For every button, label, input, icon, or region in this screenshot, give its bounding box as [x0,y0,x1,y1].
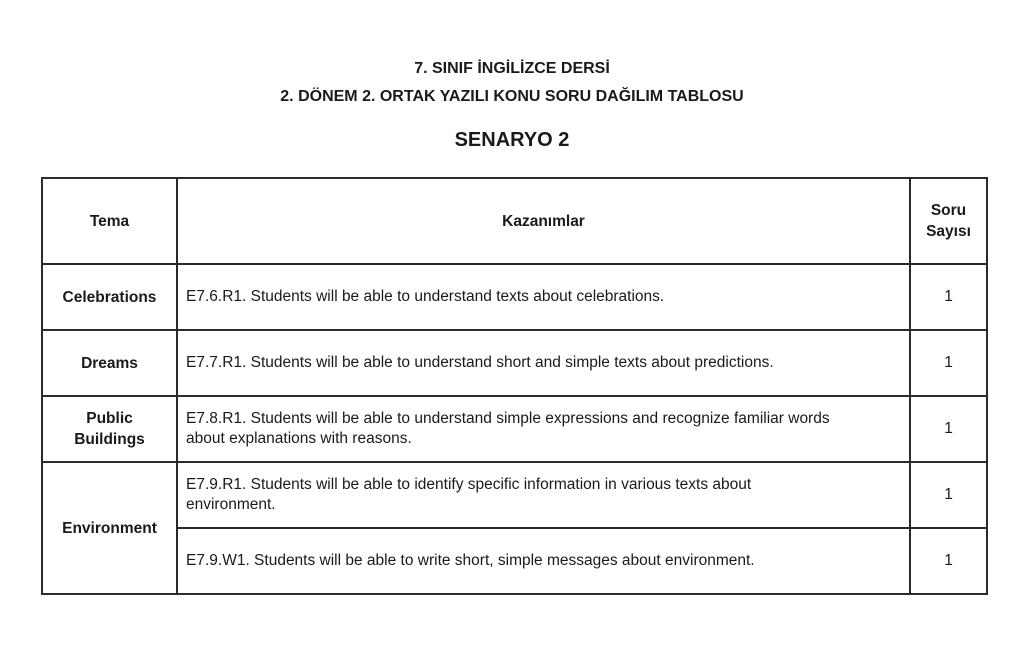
header-soru-line2: Sayısı [926,223,971,240]
tema-line2: Buildings [74,431,145,448]
tema-cell: Dreams [42,330,177,396]
kazanim-line2: about explanations with reasons. [186,430,412,447]
kazanim-cell: E7.6.R1. Students will be able to understand texts about celebrations. [177,264,910,330]
header-kazanimlar: Kazanımlar [177,178,910,264]
table-row [42,528,987,594]
table-row [42,264,987,330]
scenario-heading: SENARYO 2 [454,129,570,151]
table-row [42,396,987,462]
kazanim-line2: environment. [186,496,276,513]
document-title: 7. SINIF İNGİLİZCE DERSİ [414,60,610,77]
tema-line1: Public [86,410,133,427]
question-count-cell: 1 [910,462,987,528]
question-distribution-table [41,177,988,595]
kazanim-cell: E7.7.R1. Students will be able to understand short and simple texts about predictions. [177,330,910,396]
tema-cell [42,396,177,462]
kazanim-cell [177,462,910,528]
header-tema: Tema [42,178,177,264]
question-count-cell: 1 [910,330,987,396]
tema-cell: Celebrations [42,264,177,330]
header-soru-sayisi [910,178,987,264]
header-soru-line1: Soru [930,202,967,219]
question-count-cell: 1 [910,528,987,594]
tema-cell: Environment [42,462,177,594]
kazanim-line1: E7.9.R1. Students will be able to identify specific information in various texts about [186,476,752,493]
table-row [42,462,987,528]
question-count-cell: 1 [910,264,987,330]
kazanim-cell [177,396,910,462]
kazanim-cell: E7.9.W1. Students will be able to write short, simple messages about environment. [177,528,910,594]
question-count-cell: 1 [910,396,987,462]
table-header-row [42,178,987,264]
document-subtitle: 2. DÖNEM 2. ORTAK YAZILI KONU SORU DAĞILIM TABLOSU [280,88,744,105]
kazanim-line1: E7.8.R1. Students will be able to understand simple expressions and recognize familiar words [186,410,830,427]
table-row [42,330,987,396]
